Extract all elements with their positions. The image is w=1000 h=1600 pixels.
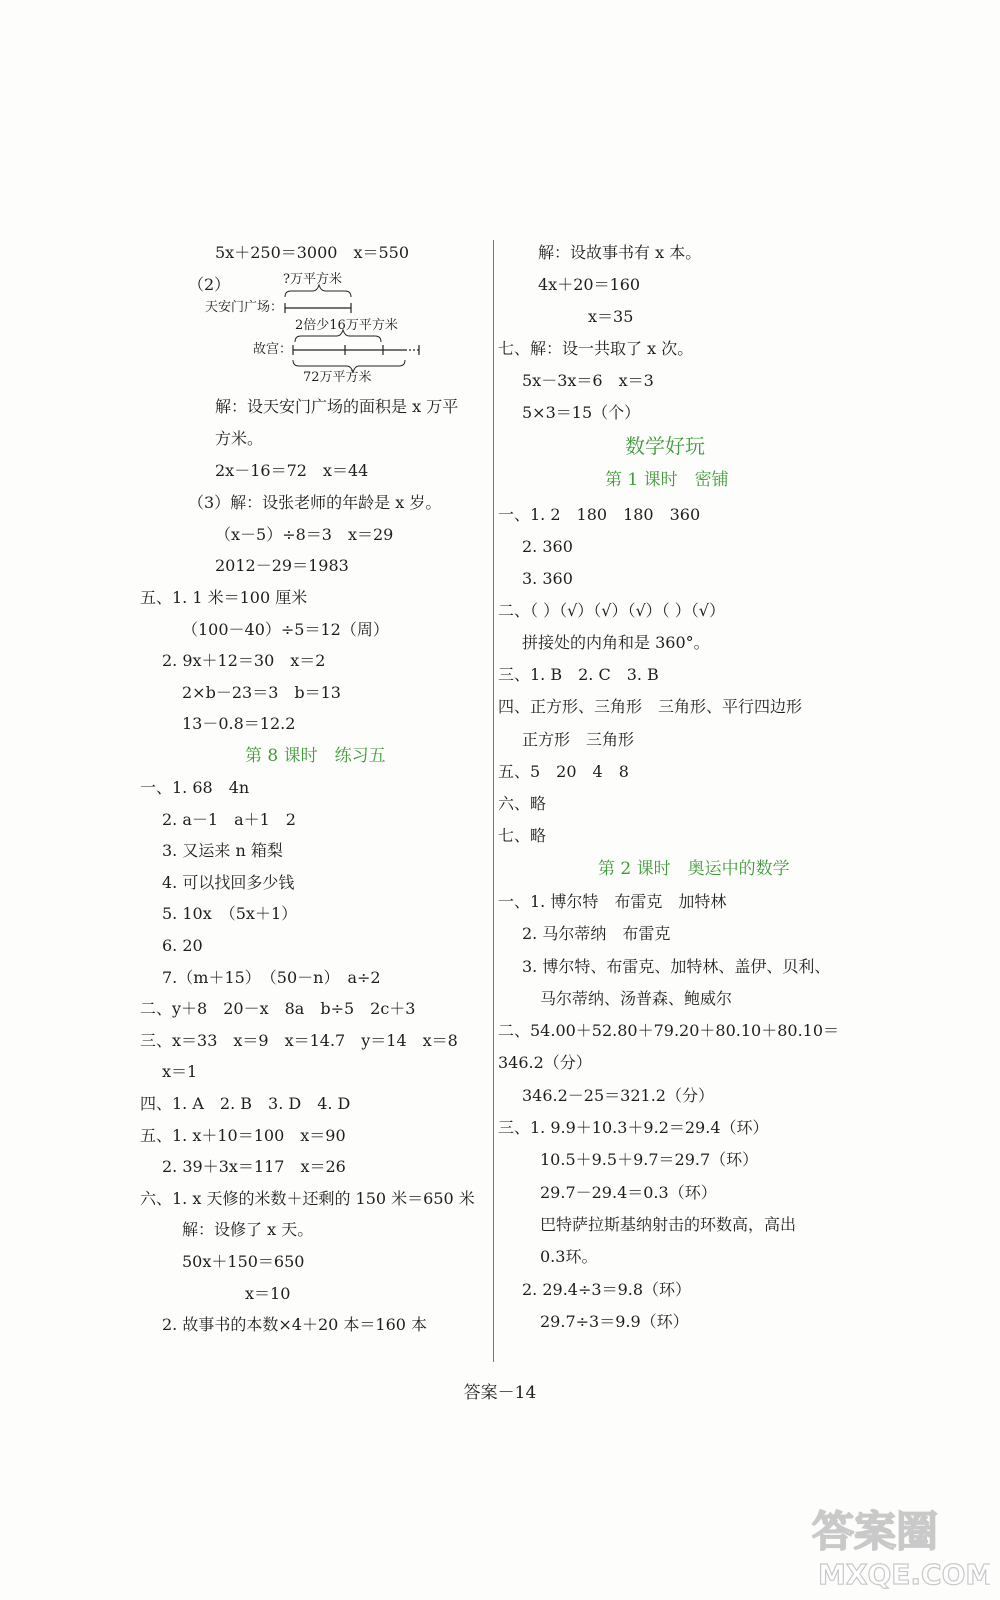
right-line-19: 2. 马尔蒂纳 布雷克 (522, 924, 671, 943)
right-line-3: x＝35 (588, 307, 634, 326)
left-line-16: 3. 又运来 n 箱梨 (162, 841, 283, 860)
right-line-24: 346.2－25＝321.2（分） (522, 1086, 714, 1105)
right-line-9: 3. 360 (522, 569, 573, 588)
diagram-middle-label: 2倍少16万平方米 (295, 318, 398, 333)
left-line-30: x＝10 (245, 1284, 291, 1303)
left-line-14: 一、1. 68 4n (140, 778, 250, 797)
left-line-25: 五、1. x＋10＝100 x＝90 (140, 1126, 346, 1145)
right-line-1: 解：设故事书有 x 本。 (538, 243, 702, 262)
left-line-27: 六、1. x 天修的米数＋还剩的 150 米＝650 米 (140, 1189, 475, 1208)
left-line-5: 2x－16＝72 x＝44 (215, 461, 369, 480)
left-line-12: 2×b－23＝3 b＝13 (182, 683, 341, 702)
left-line-26: 2. 39＋3x＝117 x＝26 (162, 1157, 346, 1176)
left-line-9: 五、1. 1 米＝100 厘米 (140, 588, 308, 607)
right-line-23: 346.2（分） (498, 1053, 592, 1072)
left-line-8: 2012－29＝1983 (215, 556, 349, 575)
right-line-7: 一、1. 2 180 180 360 (498, 505, 701, 524)
right-line-10: 二、（ ）（√）（√）（√）（ ）（√） (498, 601, 725, 620)
right-line-30: 2. 29.4÷3＝9.8（环） (522, 1280, 692, 1299)
right-line-15: 五、5 20 4 8 (498, 762, 629, 781)
left-line-29: 50x＋150＝650 (182, 1252, 305, 1271)
left-line-22: 三、x＝33 x＝9 x＝14.7 y＝14 x＝8 (140, 1031, 458, 1050)
right-line-11: 拼接处的内角和是 360°。 (522, 633, 710, 652)
diagram-lines (205, 272, 435, 390)
left-line-eq-1: 5x＋250＝3000 x＝550 (215, 243, 410, 262)
watermark-logo (808, 1494, 990, 1594)
left-line-11: 2. 9x＋12＝30 x＝2 (162, 651, 326, 670)
left-line-21: 二、y＋8 20－x 8a b÷5 2c＋3 (140, 999, 416, 1018)
right-line-25: 三、1. 9.9＋10.3＋9.2＝29.4（环） (498, 1118, 769, 1137)
section-heading-math-fun: 数学好玩 (625, 434, 705, 458)
left-line-17: 4. 可以找回多少钱 (162, 873, 295, 892)
right-line-4: 七、解：设一共取了 x 次。 (498, 339, 694, 358)
section-heading-lesson2: 第 2 课时 奥运中的数学 (598, 859, 790, 879)
left-line-sub-2: （2） (188, 275, 231, 294)
right-line-27: 29.7－29.4＝0.3（环） (540, 1183, 717, 1202)
left-line-6: （3）解：设张老师的年龄是 x 岁。 (188, 493, 442, 512)
left-line-24: 四、1. A 2. B 3. D 4. D (140, 1094, 351, 1113)
left-line-3: 解：设天安门广场的面积是 x 万平 (215, 397, 459, 416)
right-line-5: 5x－3x＝6 x＝3 (522, 371, 654, 390)
segment-diagram (205, 272, 435, 390)
page-number: 答案－14 (463, 1383, 537, 1403)
left-line-18: 5. 10x （5x＋1） (162, 904, 298, 923)
right-line-28: 巴特萨拉斯基纳射击的环数高，高出 (540, 1215, 797, 1234)
right-line-29: 0.3环。 (540, 1247, 598, 1266)
right-line-26: 10.5＋9.5＋9.7＝29.7（环） (540, 1150, 759, 1169)
right-line-6: 5×3＝15（个） (522, 403, 641, 422)
diagram-bottom-label: 72万平方米 (303, 370, 372, 385)
section-heading-lesson1: 第 1 课时 密铺 (605, 470, 729, 490)
diagram-row2-label: 故宫： (253, 342, 293, 357)
svg-text:MXQE.COM: MXQE.COM (818, 1558, 990, 1591)
right-line-31: 29.7÷3＝9.9（环） (540, 1312, 689, 1331)
left-line-4: 方米。 (215, 429, 264, 448)
right-line-20: 3. 博尔特、布雷克、加特林、盖伊、贝利、 (522, 957, 831, 976)
right-line-8: 2. 360 (522, 537, 573, 556)
right-line-2: 4x＋20＝160 (538, 275, 641, 294)
left-line-31: 2. 故事书的本数×4＋20 本＝160 本 (162, 1315, 428, 1334)
right-line-21: 马尔蒂纳、汤普森、鲍威尔 (540, 989, 733, 1008)
watermark-graphic (808, 1494, 990, 1594)
left-line-13: 13－0.8＝12.2 (182, 714, 296, 733)
left-line-10: （100－40）÷5＝12（周） (182, 620, 389, 639)
right-line-18: 一、1. 博尔特 布雷克 加特林 (498, 892, 727, 911)
section-heading-lesson8: 第 8 课时 练习五 (245, 746, 386, 766)
right-line-13: 四、正方形、三角形 三角形、平行四边形 (498, 697, 803, 716)
right-line-17: 七、略 (498, 826, 547, 845)
diagram-row1-label: 天安门广场： (205, 300, 284, 315)
column-divider (493, 240, 494, 1362)
right-line-12: 三、1. B 2. C 3. B (498, 665, 659, 684)
diagram-top-label: ?万平方米 (283, 272, 342, 287)
left-line-15: 2. a－1 a＋1 2 (162, 810, 296, 829)
left-line-28: 解：设修了 x 天。 (182, 1220, 314, 1239)
left-line-7: （x－5）÷8＝3 x＝29 (215, 525, 394, 544)
left-line-20: 7.（m＋15） （50－n） a÷2 (162, 968, 381, 987)
right-line-16: 六、略 (498, 794, 547, 813)
left-line-23: x＝1 (162, 1062, 198, 1081)
right-line-22: 二、54.00＋52.80＋79.20＋80.10＋80.10＝ (498, 1021, 840, 1040)
svg-text:答案圈: 答案圈 (812, 1507, 939, 1556)
right-line-14: 正方形 三角形 (522, 730, 635, 749)
left-line-19: 6. 20 (162, 936, 203, 955)
